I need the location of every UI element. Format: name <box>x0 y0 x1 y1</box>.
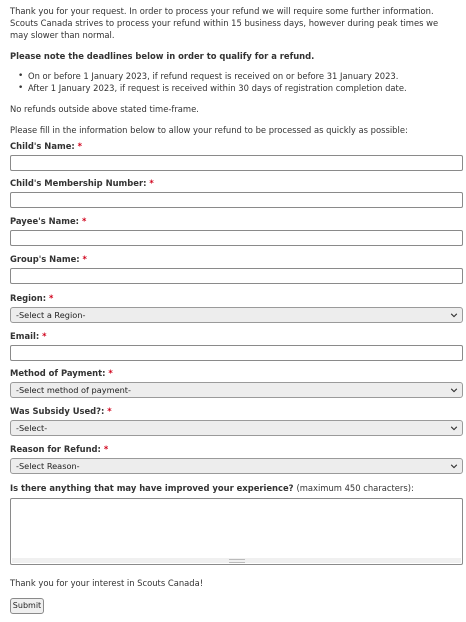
improve-group <box>10 482 463 565</box>
email-field[interactable] <box>10 345 463 361</box>
required-marker: * <box>103 444 109 454</box>
no-refunds-note: No refunds outside above stated time-frame. <box>10 104 199 114</box>
email-label: Email: * <box>10 331 47 341</box>
group-name-label: Group's Name: * <box>10 254 87 264</box>
payment-method-label: Method of Payment: * <box>10 368 113 378</box>
subsidy-label: Was Subsidy Used?: * <box>10 406 112 416</box>
reason-select[interactable] <box>10 458 463 474</box>
required-marker: * <box>48 293 54 303</box>
membership-number-input[interactable] <box>10 192 463 208</box>
improve-hint: (maximum 450 characters): <box>296 483 414 493</box>
subsidy-group <box>10 405 463 436</box>
required-marker: * <box>108 368 113 378</box>
subsidy-selected-value: -Select- <box>16 423 48 433</box>
email-group <box>10 330 463 361</box>
payee-name-group <box>10 215 463 246</box>
fill-in-instructions: Please fill in the information below to allow your refund to be processed as quickly as possible: <box>10 125 408 135</box>
thanks-text: Thank you for your interest in Scouts Canada! <box>10 578 204 588</box>
required-marker: * <box>42 331 47 341</box>
reason-group <box>10 443 463 474</box>
required-marker: * <box>77 141 83 151</box>
region-selected-value: -Select a Region- <box>16 310 86 320</box>
required-marker: * <box>81 216 87 226</box>
submit-button[interactable]: Submit <box>10 598 44 614</box>
deadline-list <box>10 70 460 94</box>
improve-label: Is there anything that may have improved your experience? (maximum 450 characters): <box>10 483 414 493</box>
chevron-down-icon <box>450 462 458 470</box>
chevron-down-icon <box>450 424 458 432</box>
intro-text: Thank you for your request. In order to process your refund we will require some further information. Scouts Canada strives to process your refund within 15 business days, however during peak times we may slower than normal. <box>10 6 439 40</box>
region-select[interactable] <box>10 307 463 323</box>
refund-form-page <box>0 0 466 135</box>
child-name-label: Child's Name: * <box>10 141 83 151</box>
payment-method-selected-value: -Select method of payment- <box>16 385 131 395</box>
list-item: • On or before 1 January 2023, if refund request is received on or before 31 January 2023. <box>21 70 460 82</box>
deadline-note: Please note the deadlines below in order to qualify for a refund. <box>10 51 315 61</box>
resize-handle[interactable] <box>12 558 461 563</box>
reason-label: Reason for Refund: * <box>10 444 109 454</box>
payee-name-label: Payee's Name: * <box>10 216 87 226</box>
membership-number-label: Child's Membership Number: * <box>10 178 154 188</box>
group-name-group <box>10 253 463 284</box>
payee-name-input[interactable] <box>10 230 463 246</box>
region-group <box>10 292 463 323</box>
region-label: Region: * <box>10 293 54 303</box>
chevron-down-icon <box>450 386 458 394</box>
list-item: • After 1 January 2023, if request is received within 30 days of registration completion date. <box>21 82 460 94</box>
required-marker: * <box>149 178 154 188</box>
payment-method-group <box>10 367 463 398</box>
membership-number-group <box>10 177 463 208</box>
required-marker: * <box>107 406 112 416</box>
chevron-down-icon <box>450 311 458 319</box>
child-name-group <box>10 140 463 171</box>
subsidy-select[interactable] <box>10 420 463 436</box>
improve-textarea[interactable] <box>10 498 463 565</box>
child-name-input[interactable] <box>10 155 463 171</box>
group-name-input[interactable] <box>10 268 463 284</box>
payment-method-select[interactable] <box>10 382 463 398</box>
reason-selected-value: -Select Reason- <box>16 461 80 471</box>
required-marker: * <box>82 254 87 264</box>
